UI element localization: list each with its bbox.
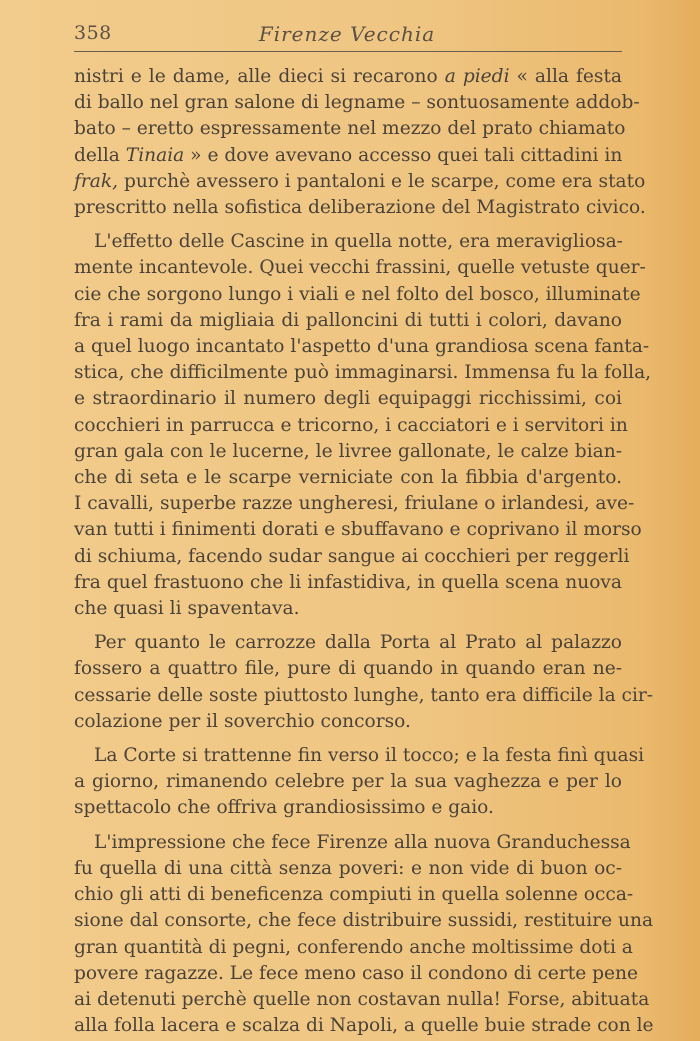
text-line — [74, 630, 622, 656]
text-segment: che quasi li spaventava. — [74, 598, 300, 620]
text-line — [74, 169, 646, 195]
text-line — [74, 856, 622, 882]
text-segment: di schiuma, facendo sudar sangue ai cocchieri per reggerli — [74, 545, 630, 567]
text-segment: gran quantità di pegni, conferendo anche moltissime doti a — [74, 936, 633, 958]
text-line — [74, 116, 626, 142]
text-segment: sione dal consorte, che fece distribuire sussidi, restituire una — [74, 910, 654, 932]
text-segment: van tutti i finimenti dorati e sbuffavano e coprivano il morso — [74, 519, 642, 541]
text-line — [74, 596, 622, 622]
italic-text: a piedi — [444, 66, 510, 87]
text-segment: purchè avessero i pantaloni e le scarpe, come era stato — [118, 170, 646, 192]
text-segment: « alla festa — [509, 66, 623, 87]
text-segment: ai detenuti perchè quelle non costavan nulla! Forse, abituata — [74, 988, 650, 1010]
body-text — [74, 64, 654, 1039]
text-segment: L'effetto delle Cascine in quella notte, era meravigliosa- — [94, 231, 623, 253]
text-line — [74, 795, 622, 821]
text-line — [74, 334, 650, 360]
text-segment: della — [74, 144, 126, 166]
text-line — [74, 908, 654, 934]
text-line — [74, 360, 652, 386]
text-line — [74, 743, 645, 769]
text-line — [74, 961, 639, 987]
text-segment: bato – eretto espressamente nel mezzo del prato chiamato — [74, 118, 626, 140]
text-segment: » e dove avevano accesso quei tali cittadini in — [184, 144, 623, 166]
text-segment: alla folla lacera e scalza di Napoli, a quelle buie strade con le — [74, 1015, 654, 1037]
text-segment: cessarie delle soste piuttosto lunghe, tanto era difficile la cir- — [74, 684, 654, 706]
text-segment: mente incantevole. Quei vecchi frassini, quelle vetuste quer- — [74, 257, 646, 279]
text-segment: spettacolo che offriva grandiosissimo e gaio. — [74, 797, 494, 819]
text-line — [74, 143, 622, 169]
text-segment: di ballo nel gran salone di legname – sontuosamente addob- — [74, 92, 640, 114]
paragraph — [74, 830, 654, 1040]
text-segment: L'impressione che fece Firenze alla nuova Granduchessa — [94, 831, 631, 853]
text-line — [74, 308, 622, 334]
text-line — [74, 413, 628, 439]
text-segment: fu quella di una città senza poveri: e non vide di buon oc- — [74, 857, 622, 879]
text-line — [74, 491, 635, 517]
text-segment: nistri e le dame, alle dieci si recarono — [74, 66, 445, 87]
header-rule — [74, 51, 622, 52]
text-line — [74, 64, 622, 90]
text-segment: gran gala con le lucerne, le livree gallonate, le calze bian- — [74, 440, 622, 462]
text-line — [74, 255, 646, 281]
paragraph-gap — [74, 735, 622, 743]
text-segment: Per quanto le carrozze dalla Porta al Prato al palazzo — [94, 632, 622, 654]
text-segment: fra quel frastuono che li infastidiva, in quella scena nuova — [74, 571, 622, 593]
paragraph — [74, 229, 652, 622]
text-line — [74, 465, 622, 491]
text-line — [74, 987, 650, 1013]
text-line — [74, 517, 642, 543]
text-segment: fra i rami da migliaia di palloncini di tutti i colori, davano — [74, 309, 622, 331]
text-line — [74, 90, 640, 116]
text-line — [74, 195, 646, 221]
italic-text: frak, — [74, 170, 119, 192]
text-segment: a quel luogo incantato l'aspetto d'una grandiosa scena fanta- — [74, 336, 650, 358]
text-line — [74, 282, 641, 308]
page-number: 358 — [74, 22, 112, 44]
text-segment: colazione per il soverchio concorso. — [74, 710, 411, 732]
paragraph — [74, 64, 646, 221]
text-segment: cie che sorgono lungo i viali e nel folto del bosco, illuminate — [74, 283, 641, 305]
page-header — [74, 22, 620, 48]
text-line — [74, 544, 630, 570]
text-segment: che di seta e le scarpe verniciate con la fibbia d'argento. — [74, 467, 622, 489]
paragraph — [74, 630, 654, 735]
text-segment: I cavalli, superbe razze ungheresi, friulane o irlandesi, ave- — [74, 493, 635, 515]
text-line — [74, 830, 631, 856]
paragraph-gap — [74, 221, 622, 229]
text-line — [74, 656, 622, 682]
text-line — [74, 386, 622, 412]
text-line — [74, 570, 622, 596]
text-line — [74, 935, 633, 961]
paragraph-gap — [74, 622, 622, 630]
text-segment: stica, che difficilmente può immaginarsi. Immensa fu la folla, — [74, 362, 652, 384]
paragraph — [74, 743, 645, 822]
text-segment: e straordinario il numero degli equipaggi ricchissimi, coi — [74, 388, 622, 410]
text-segment: cocchieri in parrucca e tricorno, i cacciatori e i servitori in — [74, 414, 628, 436]
text-segment: prescritto nella sofistica deliberazione del Magistrato civico. — [74, 197, 646, 219]
text-segment: chio gli atti di beneficenza compiuti in quella solenne occa- — [74, 884, 634, 906]
text-line — [74, 439, 622, 465]
text-line — [74, 683, 654, 709]
italic-text: Tinaia — [125, 144, 185, 166]
text-line — [74, 769, 622, 795]
text-line — [74, 1013, 654, 1039]
text-segment: povere ragazze. Le fece meno caso il condono di certe pene — [74, 962, 639, 984]
text-line — [74, 709, 622, 735]
running-title: Firenze Vecchia — [258, 22, 436, 46]
paragraph-gap — [74, 822, 622, 830]
text-segment: La Corte si trattenne fin verso il tocco; e la festa finì quasi — [94, 745, 645, 767]
text-line — [74, 229, 622, 255]
text-segment: fossero a quattro file, pure di quando in quando eran ne- — [74, 658, 622, 680]
text-segment: a giorno, rimanendo celebre per la sua vaghezza e per lo — [74, 771, 622, 793]
text-line — [74, 882, 634, 908]
